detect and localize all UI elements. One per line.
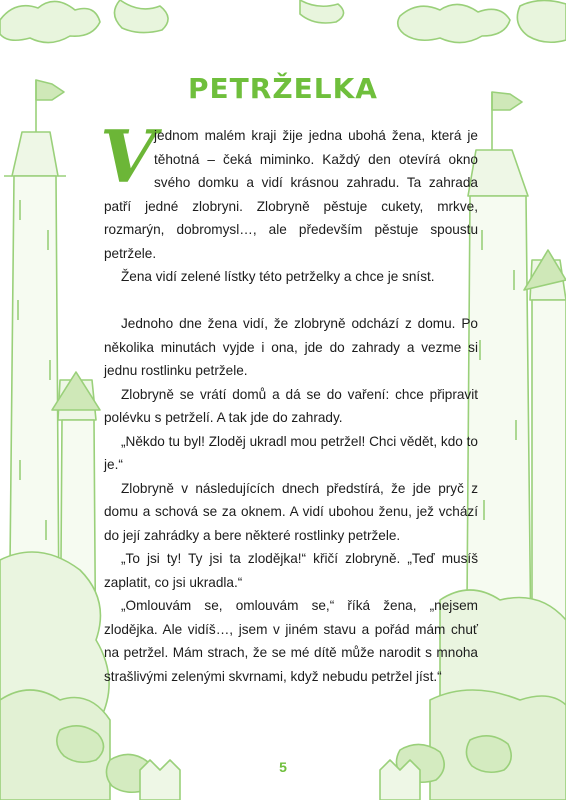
decorative-initial: V [100, 114, 156, 199]
page-number: 5 [279, 759, 287, 775]
first-paragraph-text: jednom malém kraji žije jedna ubohá žena, která je těhotná – čeká miminko. Každý den otevírá okno svého domku a vidí krásnou zahradu. Ta zahrada patří jedné zlobryni. Zlobryně pěstuje cukety, mrkve, rozmarýn, dobromysl…, ale především pěstuje spoustu petržele. [104, 128, 478, 261]
page-title: PETRŽELKA [188, 72, 378, 105]
top-clouds [0, 0, 566, 43]
paragraph: Žena vidí zelené lístky této petrželky a chce je sníst. [121, 269, 435, 284]
paragraph: Jednoho dne žena vidí, že zlobryně odchází z domu. Po několika minutách vyjde i ona, jde do zahrady a vezme si jednu rostlinku petržele. [104, 316, 478, 378]
paragraph: Zlobryně v následujících dnech předstírá, že jde pryč z domu a schová se za oknem. A vidí ubohou ženu, jež vchází do její zahrádky a bere některé rostlinky petržele. [104, 480, 478, 543]
paragraph: „To jsi ty! Ty jsi ta zlodějka!“ křičí zlobryně. „Teď musíš zaplatit, co jsi ukradla.“ [104, 551, 478, 590]
story-text [100, 114, 478, 688]
paragraph: „Omlouvám se, omlouvám se,“ říká žena, „nejsem zlodějka. Ale vidíš…, jsem v jiném stavu a pořád mám chuť na petržel. Mám strach, že se mé dítě může narodit s mnoha strašlivými zelenými skvrnami, když nebudu petržel jíst.“ [104, 598, 478, 684]
paragraph: Zlobryně se vrátí domů a dá se do vaření: chce připravit polévku s petrželí. A tak jde do zahrady. [104, 386, 478, 425]
paragraph: „Někdo tu byl! Zloděj ukradl mou petržel! Chci vědět, kdo to je.“ [104, 433, 478, 472]
first-paragraph [100, 114, 478, 265]
